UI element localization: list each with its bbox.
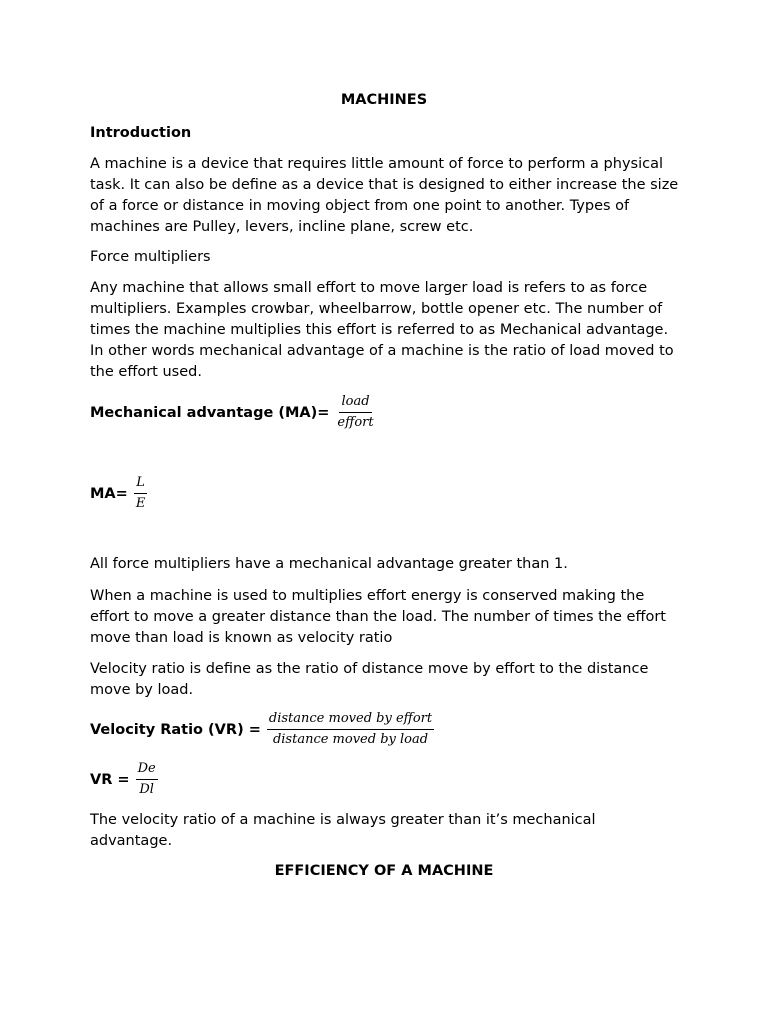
fraction-numerator: load: [339, 394, 371, 413]
formula-fraction: [267, 711, 434, 748]
fraction-denominator: Dl: [139, 782, 154, 797]
efficiency-heading: EFFICIENCY OF A MACHINE: [274, 863, 494, 879]
velocity-ratio-formula: [90, 711, 434, 748]
velocity-intro-paragraph: When a machine is used to multiplies effort energy is conserved making the effort to move a greater distance than the load. The number of times the effort move than load is known as velocity ratio: [90, 588, 666, 646]
velocity-ratio-note: The velocity ratio of a machine is always greater than it’s mechanical advantage.: [90, 812, 596, 849]
mechanical-advantage-note: All force multipliers have a mechanical advantage greater than 1.: [90, 556, 568, 572]
fraction-denominator: effort: [337, 415, 374, 430]
page-title: MACHINES: [340, 92, 428, 108]
fraction-numerator: De: [136, 761, 158, 780]
formula-fraction: [136, 761, 158, 798]
force-multipliers-paragraph: Any machine that allows small effort to move larger load is refers to as force multipliers. Examples crowbar, wheelbarrow, bottle opener etc. The number of times the machine multiplies this effort is referred to as Mechanical advantage. In other words mechanical advantage of a machine is the ratio of load moved to the effort used.: [90, 280, 674, 380]
mechanical-advantage-formula: [90, 394, 376, 431]
formula-label: MA=: [90, 485, 128, 502]
formula-label: Mechanical advantage (MA)=: [90, 404, 330, 421]
fraction-denominator: distance moved by load: [272, 732, 429, 747]
formula-label: VR =: [90, 771, 130, 788]
force-multipliers-heading: Force multipliers: [90, 249, 211, 265]
mechanical-advantage-short-formula: [90, 475, 147, 512]
velocity-definition-paragraph: Velocity ratio is define as the ratio of distance move by effort to the distance move by load.: [90, 661, 649, 698]
fraction-numerator: distance moved by effort: [267, 711, 434, 730]
fraction-numerator: L: [134, 475, 147, 494]
introduction-paragraph: A machine is a device that requires little amount of force to perform a physical task. It can also be define as a device that is designed to either increase the size of a force or distance in moving object from one point to another. Types of machines are Pulley, levers, incline plane, screw etc.: [90, 156, 679, 235]
introduction-heading: Introduction: [90, 125, 192, 141]
fraction-denominator: E: [135, 496, 146, 511]
formula-fraction: [134, 475, 148, 512]
formula-label: Velocity Ratio (VR) =: [90, 721, 261, 738]
velocity-ratio-short-formula: [90, 761, 158, 798]
formula-fraction: [335, 394, 375, 431]
